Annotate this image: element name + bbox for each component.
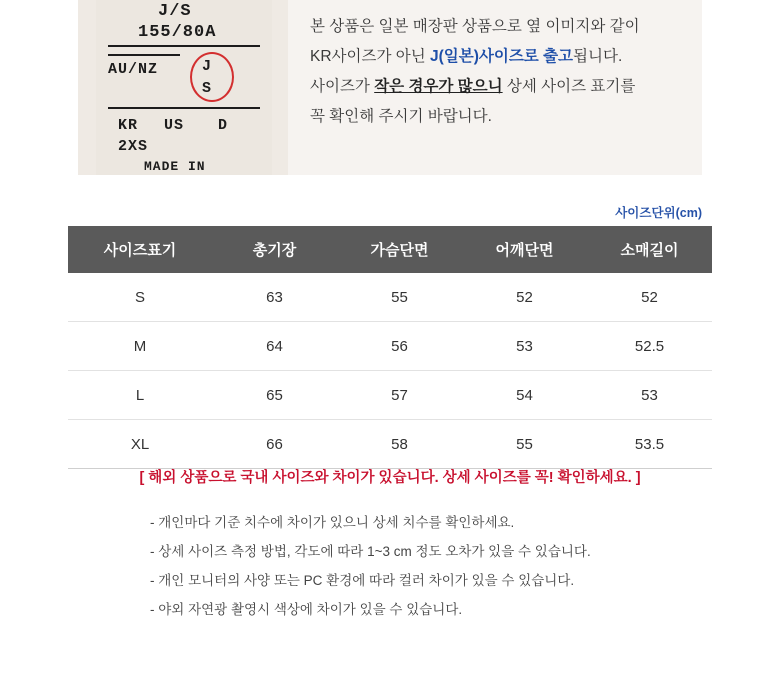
th-sleeve-length: 소매길이	[587, 226, 712, 273]
notice-line-3-part3: 상세 사이즈 표기를	[502, 78, 636, 95]
notice-line-1-text: 본 상품은 일본 매장판 상품으로 옆 이미지와 같이	[310, 18, 640, 35]
notice-line-3-underline: 작은 경우가 많으니	[374, 78, 503, 95]
cell-sleeve: 52	[587, 273, 712, 322]
cell-size: L	[68, 371, 212, 420]
cell-sleeve: 53	[587, 371, 712, 420]
cell-shoulder: 54	[462, 371, 587, 420]
notice-text-block	[288, 0, 702, 175]
notice-line-4	[310, 102, 686, 132]
size-notice-banner	[78, 0, 702, 175]
label-us: US	[164, 117, 185, 134]
cell-size: XL	[68, 420, 212, 469]
cell-chest: 55	[337, 273, 462, 322]
notice-line-4-text: 꼭 확인해 주시기 바랍니다.	[310, 108, 492, 125]
label-divider-bottom	[108, 107, 260, 109]
th-size-label: 사이즈표기	[68, 226, 212, 273]
notice-line-3-part1: 사이즈가	[310, 78, 375, 95]
cell-chest: 56	[337, 322, 462, 371]
garment-label-graphic	[96, 0, 272, 175]
cell-chest: 57	[337, 371, 462, 420]
label-kr-value: 2XS	[118, 138, 149, 155]
cell-shoulder: 53	[462, 322, 587, 371]
notice-line-2	[310, 42, 686, 72]
cell-shoulder: 52	[462, 273, 587, 322]
label-size-numeric: 155/80A	[138, 23, 217, 42]
list-item: - 개인 모니터의 사양 또는 PC 환경에 따라 컬러 차이가 있을 수 있습니다.	[150, 573, 575, 588]
table-row	[68, 273, 712, 322]
th-chest-width: 가슴단면	[337, 226, 462, 273]
cell-sleeve: 53.5	[587, 420, 712, 469]
size-table-head	[68, 226, 712, 273]
overseas-size-warning: [ 해외 상품으로 국내 사이즈와 차이가 있습니다. 상세 사이즈를 꼭! 확인하세요. ]	[139, 470, 641, 486]
notes-list	[150, 508, 710, 624]
table-header-row	[68, 226, 712, 273]
th-shoulder-width: 어깨단면	[462, 226, 587, 273]
cell-size: S	[68, 273, 212, 322]
label-made-in: MADE IN	[144, 159, 206, 174]
label-aunz-j: J	[202, 58, 213, 75]
cell-size: M	[68, 322, 212, 371]
cell-length: 66	[212, 420, 337, 469]
cell-length: 63	[212, 273, 337, 322]
label-divider-top	[108, 54, 180, 56]
table-row	[68, 420, 712, 469]
notice-line-2-highlight: J(일본)사이즈로 출고	[429, 48, 574, 65]
cell-length: 65	[212, 371, 337, 420]
cell-shoulder: 55	[462, 420, 587, 469]
label-d: D	[218, 117, 229, 134]
list-item: - 상세 사이즈 측정 방법, 각도에 따라 1~3 cm 정도 오차가 있을 수 있습니다.	[150, 544, 591, 559]
circle-highlight-icon	[190, 52, 234, 102]
list-item: - 개인마다 기준 치수에 차이가 있으니 상세 치수를 확인하세요.	[150, 515, 515, 530]
cell-chest: 58	[337, 420, 462, 469]
list-item: - 야외 자연광 촬영시 색상에 차이가 있을 수 있습니다.	[150, 602, 463, 617]
garment-label-photo	[78, 0, 288, 175]
label-aunz-s: S	[202, 80, 213, 97]
label-divider-middle	[108, 45, 260, 47]
table-row	[68, 371, 712, 420]
th-total-length: 총기장	[212, 226, 337, 273]
notice-line-2-part3: 됩니다.	[573, 48, 623, 65]
notice-line-1	[310, 12, 686, 42]
size-table-body	[68, 273, 712, 469]
size-table	[68, 226, 712, 469]
cell-sleeve: 52.5	[587, 322, 712, 371]
notice-line-3	[310, 72, 686, 102]
table-row	[68, 322, 712, 371]
label-size-js: J/S	[158, 2, 192, 21]
size-unit-label: 사이즈단위(cm)	[615, 206, 702, 220]
notice-line-2-part1: KR사이즈가 아닌	[310, 48, 430, 65]
label-aunz: AU/NZ	[108, 61, 159, 78]
cell-length: 64	[212, 322, 337, 371]
label-kr: KR	[118, 117, 139, 134]
